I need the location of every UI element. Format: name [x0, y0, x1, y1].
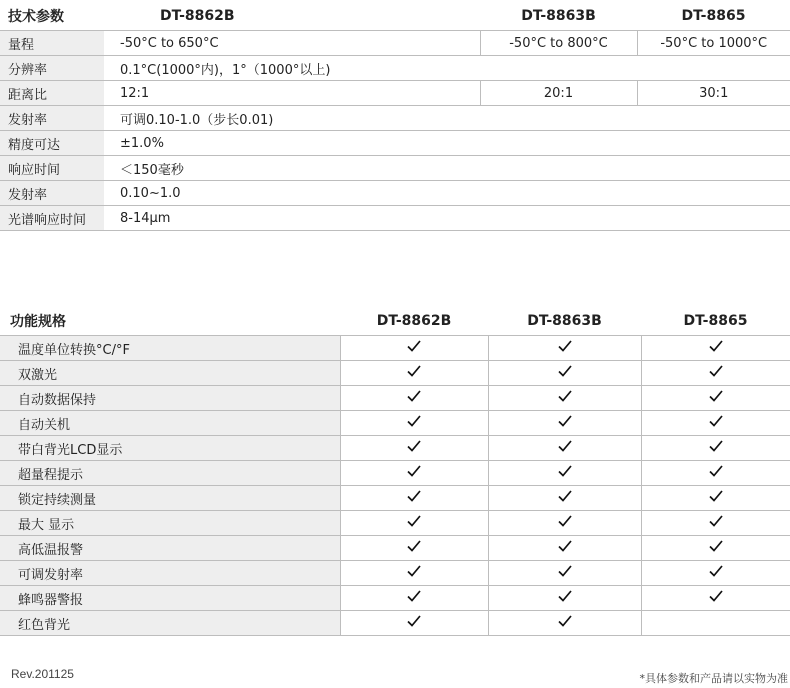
feature-label: 高低温报警 [0, 536, 340, 561]
table-row [0, 586, 790, 611]
check-icon [407, 490, 421, 502]
table-row [0, 461, 790, 486]
feature-label: 锁定持续测量 [0, 486, 340, 511]
feature-label: 自动数据保持 [0, 386, 340, 411]
spec-label: 发射率 [0, 106, 104, 131]
feature-support-cell [488, 361, 641, 386]
feature-support-cell [641, 461, 790, 486]
feature-label: 双激光 [0, 361, 340, 386]
check-icon [407, 565, 421, 577]
spec-value: 可调0.10-1.0（步长0.01) [104, 106, 790, 131]
spec-row-spectral [0, 206, 790, 231]
spec-header-label: 技术参数 [8, 9, 64, 25]
table-row [0, 386, 790, 411]
feature-support-cell [488, 511, 641, 536]
spec-label: 量程 [0, 31, 104, 56]
check-icon [558, 615, 572, 627]
check-icon [558, 340, 572, 352]
feature-support-cell [488, 486, 641, 511]
feature-label: 最大 显示 [0, 511, 340, 536]
check-icon [558, 565, 572, 577]
check-icon [558, 590, 572, 602]
feature-support-cell [340, 486, 488, 511]
spec-value: ＜150毫秒 [104, 156, 790, 181]
check-icon [407, 415, 421, 427]
check-icon [709, 515, 723, 527]
check-icon [709, 415, 723, 427]
table-row [0, 361, 790, 386]
spec-header-model-3: DT-8865 [681, 8, 746, 24]
spec-row-resolution [0, 56, 790, 81]
feature-support-cell [488, 386, 641, 411]
check-icon [709, 465, 723, 477]
check-icon [407, 465, 421, 477]
table-row [0, 436, 790, 461]
spec-header-row [0, 2, 790, 31]
feature-support-cell [340, 361, 488, 386]
feature-label: 带白背光LCD显示 [0, 436, 340, 461]
check-icon [709, 590, 723, 602]
spec-row-range [0, 31, 790, 56]
check-icon [709, 390, 723, 402]
feature-support-cell [340, 511, 488, 536]
features-header-model-1: DT-8862B [376, 313, 452, 329]
check-icon [709, 565, 723, 577]
spec-value: -50°C to 800°C [480, 31, 637, 56]
feature-support-cell [641, 336, 790, 361]
check-icon [407, 440, 421, 452]
table-row [0, 511, 790, 536]
feature-support-cell [340, 611, 488, 636]
table-row [0, 336, 790, 361]
table-row [0, 486, 790, 511]
check-icon [407, 365, 421, 377]
feature-support-cell [340, 386, 488, 411]
revision-label: Rev.201125 [11, 667, 74, 681]
features-header-label: 功能规格 [10, 314, 66, 330]
check-icon [407, 540, 421, 552]
check-icon [558, 440, 572, 452]
feature-support-cell [340, 436, 488, 461]
spec-value: -50°C to 650°C [104, 31, 480, 56]
features-header-model-2: DT-8863B [527, 313, 602, 329]
feature-support-cell [340, 586, 488, 611]
feature-support-cell [488, 461, 641, 486]
feature-label: 自动关机 [0, 411, 340, 436]
feature-support-cell [641, 511, 790, 536]
spec-value: 20:1 [480, 81, 637, 106]
feature-support-cell [340, 561, 488, 586]
feature-support-cell [340, 411, 488, 436]
feature-support-cell [488, 561, 641, 586]
spec-value: 0.10~1.0 [104, 181, 790, 206]
feature-support-cell [641, 561, 790, 586]
features-header-model-3: DT-8865 [683, 313, 748, 329]
feature-support-cell [641, 361, 790, 386]
feature-support-cell [641, 486, 790, 511]
spec-label: 距离比 [0, 81, 104, 106]
feature-label: 蜂鸣器警报 [0, 586, 340, 611]
check-icon [407, 390, 421, 402]
spec-table [0, 2, 790, 231]
check-icon [558, 465, 572, 477]
spec-row-emissivity [0, 106, 790, 131]
feature-support-cell [340, 336, 488, 361]
feature-support-cell [641, 611, 790, 636]
spec-label: 发射率 [0, 181, 104, 206]
features-table [0, 307, 790, 636]
check-icon [407, 515, 421, 527]
feature-label: 温度单位转换°C/°F [0, 336, 340, 361]
spec-value: 8-14μm [104, 206, 790, 231]
check-icon [407, 615, 421, 627]
feature-support-cell [340, 461, 488, 486]
feature-support-cell [340, 536, 488, 561]
table-row [0, 536, 790, 561]
spec-value: 30:1 [637, 81, 790, 106]
spec-value: -50°C to 1000°C [637, 31, 790, 56]
check-icon [709, 490, 723, 502]
feature-support-cell [641, 411, 790, 436]
spec-label: 光谱响应时间 [0, 206, 104, 231]
check-icon [709, 540, 723, 552]
check-icon [558, 415, 572, 427]
spec-label: 响应时间 [0, 156, 104, 181]
features-body [0, 336, 790, 636]
table-row [0, 611, 790, 636]
spec-label: 精度可达 [0, 131, 104, 156]
feature-support-cell [641, 386, 790, 411]
feature-support-cell [641, 536, 790, 561]
check-icon [558, 365, 572, 377]
feature-support-cell [641, 436, 790, 461]
check-icon [558, 540, 572, 552]
spec-value: ±1.0% [104, 131, 790, 156]
features-header-row [0, 307, 790, 336]
feature-label: 可调发射率 [0, 561, 340, 586]
feature-support-cell [488, 336, 641, 361]
spec-header-model-1: DT-8862B [160, 8, 235, 24]
feature-label: 红色背光 [0, 611, 340, 636]
spec-row-emissivity-range [0, 181, 790, 206]
feature-support-cell [488, 411, 641, 436]
spec-row-ratio [0, 81, 790, 106]
spec-label: 分辨率 [0, 56, 104, 81]
check-icon [709, 365, 723, 377]
feature-support-cell [488, 611, 641, 636]
check-icon [558, 390, 572, 402]
check-icon [709, 340, 723, 352]
spec-value: 0.1°C(1000°内)，1°（1000°以上) [104, 56, 790, 81]
check-icon [407, 590, 421, 602]
feature-support-cell [488, 436, 641, 461]
check-icon [407, 340, 421, 352]
feature-support-cell [641, 586, 790, 611]
spec-value: 12:1 [104, 81, 480, 106]
feature-support-cell [488, 586, 641, 611]
spec-row-response [0, 156, 790, 181]
table-row [0, 411, 790, 436]
feature-support-cell [488, 536, 641, 561]
check-icon [558, 515, 572, 527]
feature-label: 超量程提示 [0, 461, 340, 486]
spec-row-accuracy [0, 131, 790, 156]
check-icon [558, 490, 572, 502]
spec-header-model-2: DT-8863B [521, 8, 596, 24]
disclaimer-note: *具体参数和产品请以实物为准 [639, 672, 788, 685]
table-row [0, 561, 790, 586]
check-icon [709, 440, 723, 452]
